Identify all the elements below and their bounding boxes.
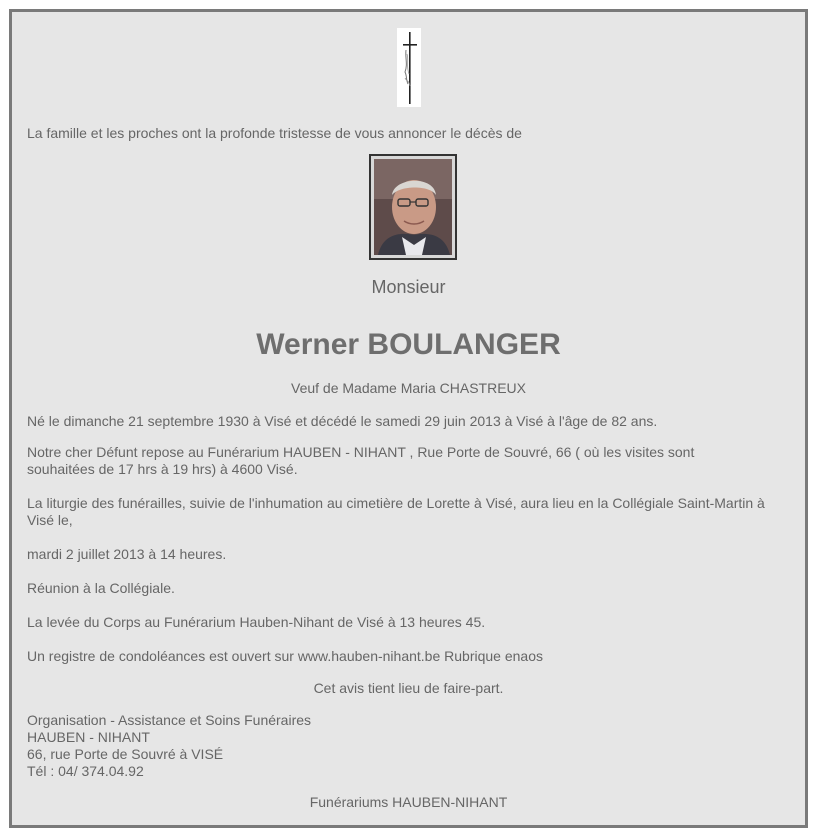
organisation-line3: 66, rue Porte de Souvré à VISÉ [27,746,224,762]
meeting-text: Réunion à la Collégiale. [27,580,175,596]
footer-text: Funérariums HAUBEN-NIHANT [309,794,508,810]
portrait-photo [369,154,457,260]
birth-death-text: Né le dimanche 21 septembre 1930 à Visé et décédé le samedi 29 juin 2013 à Visé à l'âge de 82 ans. [27,413,658,429]
spouse-text: Veuf de Madame Maria CHASTREUX [291,380,526,396]
title-text: Monsieur [371,277,446,297]
rest-text-line1: Notre cher Défunt repose au Funérarium HAUBEN - NIHANT , Rue Porte de Souvré, 66 ( où les visites sont [27,444,695,460]
rest-text-line2: souhaitées de 17 hrs à 19 hrs) à 4600 Visé. [27,461,298,477]
levee-text: La levée du Corps au Funérarium Hauben-Nihant de Visé à 13 heures 45. [27,614,486,630]
ceremony-date: mardi 2 juillet 2013 à 14 heures. [27,546,227,562]
organisation-line2: HAUBEN - NIHANT [27,729,150,745]
organisation-phone: Tél : 04/ 374.04.92 [27,763,144,779]
deceased-name: Werner BOULANGER [256,328,561,361]
organisation-line1: Organisation - Assistance et Soins Funéraires [27,712,312,728]
register-text: Un registre de condoléances est ouvert sur www.hauben-nihant.be Rubrique enaos [27,648,543,664]
notice-text: Cet avis tient lieu de faire-part. [313,680,504,696]
intro-text: La famille et les proches ont la profonde tristesse de vous annoncer le décès de [27,125,522,141]
liturgy-text-line1: La liturgie des funérailles, suivie de l'inhumation au cimetière de Lorette à Visé, aura lieu en la Collégiale Saint-Martin à [27,495,765,511]
obituary-card [9,9,808,828]
cross-icon [397,28,421,107]
liturgy-text-line2: Visé le, [27,512,73,528]
